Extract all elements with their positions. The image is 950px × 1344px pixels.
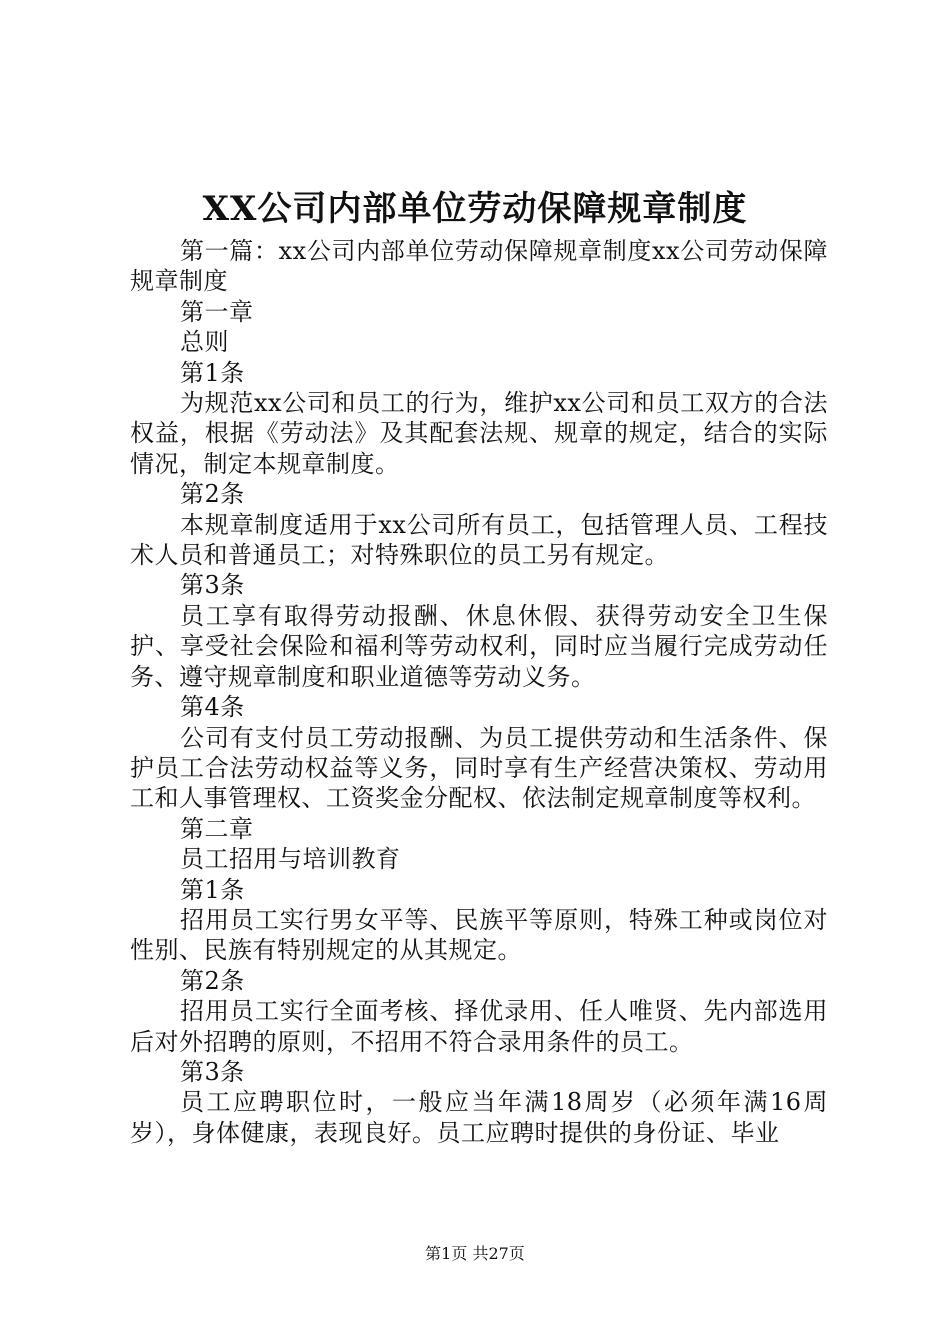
article-number: 第2条 [180, 480, 245, 509]
page-footer: 第1页 共27页 [425, 1244, 525, 1263]
chapter-title: 总则 [180, 328, 229, 357]
article-number: 第3条 [180, 571, 245, 600]
document-title: XX公司内部单位劳动保障规章制度 [202, 189, 748, 229]
article-number: 第1条 [180, 358, 245, 387]
paragraph: 员工应聘职位时，一般应当年满18周岁（必须年满16周岁），身体健康，表现良好。员工应聘时提供的身份证、毕业 [130, 1088, 828, 1147]
paragraph: 招用员工实行男女平等、民族平等原则，特殊工种或岗位对性别、民族有特别规定的从其规定。 [130, 905, 828, 965]
article-number: 第4条 [180, 693, 245, 722]
document-body [130, 236, 828, 1148]
article-number: 第1条 [180, 875, 245, 904]
chapter-heading: 第一章 [180, 297, 254, 326]
article-number: 第2条 [180, 966, 245, 995]
paragraph: 员工享有取得劳动报酬、休息休假、获得劳动安全卫生保护、享受社会保险和福利等劳动权利，同时应当履行完成劳动任务、遵守规章制度和职业道德等劳动义务。 [130, 601, 828, 691]
chapter-title: 员工招用与培训教育 [180, 845, 401, 874]
chapter-heading: 第二章 [180, 814, 254, 843]
article-number: 第3条 [180, 1057, 245, 1086]
paragraph: 公司有支付员工劳动报酬、为员工提供劳动和生活条件、保护员工合法劳动权益等义务，同时享有生产经营决策权、劳动用工和人事管理权、工资奖金分配权、依法制定规章制度等权利。 [130, 723, 828, 813]
paragraph: 招用员工实行全面考核、择优录用、任人唯贤、先内部选用后对外招聘的原则，不招用不符合录用条件的员工。 [130, 997, 828, 1056]
paragraph: 第一篇：xx公司内部单位劳动保障规章制度xx公司劳动保障规章制度 [130, 237, 828, 296]
paragraph: 为规范xx公司和员工的行为，维护xx公司和员工双方的合法权益，根据《劳动法》及其配套法规、规章的规定，结合的实际情况，制定本规章制度。 [130, 389, 828, 478]
paragraph: 本规章制度适用于xx公司所有员工，包括管理人员、工程技术人员和普通员工；对特殊职位的员工另有规定。 [130, 510, 828, 570]
